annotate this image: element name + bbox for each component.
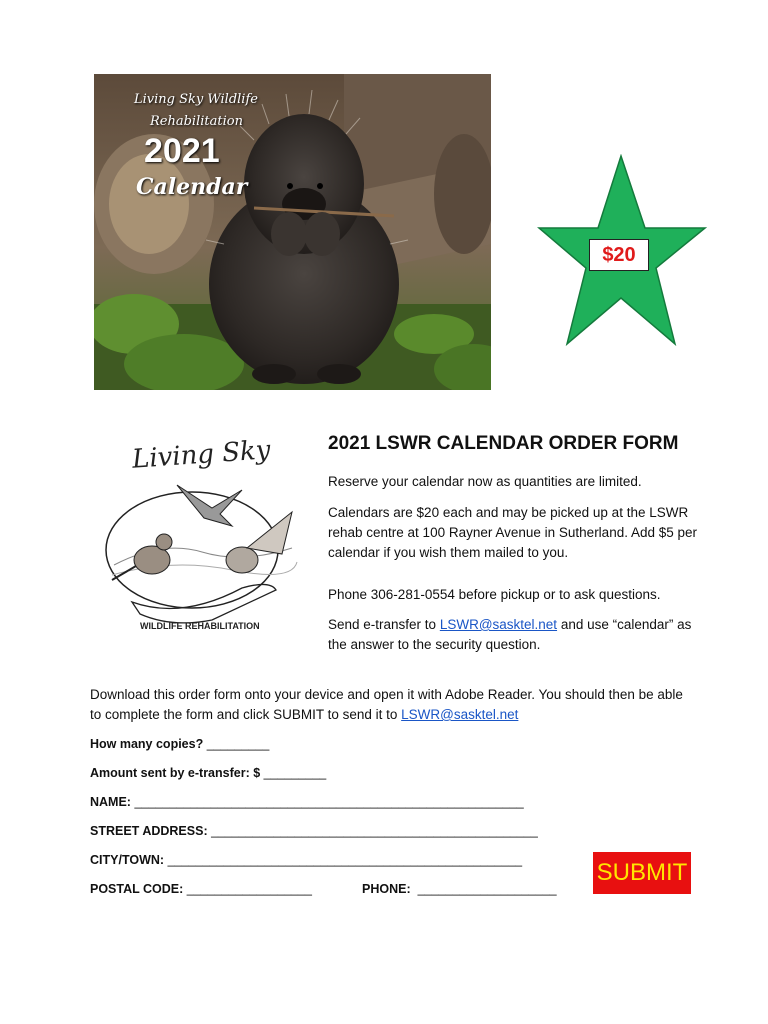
amount-input[interactable]: _________ [263, 766, 327, 780]
city-label: CITY/TOWN: [90, 853, 165, 867]
submit-button[interactable]: SUBMIT [593, 852, 691, 894]
lswr-logo [92, 430, 314, 658]
phone-label: PHONE: [362, 882, 411, 896]
phone-field[interactable] [362, 882, 557, 896]
price-badge: $20 [589, 239, 649, 271]
calendar-year: 2021 [144, 132, 220, 170]
copies-field[interactable] [90, 737, 269, 751]
copies-label: How many copies? [90, 737, 204, 751]
amount-field[interactable] [90, 766, 326, 780]
calendar-org-line1: Living Sky Wildlife [134, 92, 258, 107]
phone-info: Phone 306-281-0554 before pickup or to ask questions. [328, 587, 661, 602]
download-instructions [90, 685, 690, 725]
form-title: 2021 LSWR CALENDAR ORDER FORM [328, 433, 679, 454]
city-input[interactable]: ___________________________________________________ [167, 853, 523, 867]
city-field[interactable] [90, 853, 522, 867]
postal-code-label: POSTAL CODE: [90, 882, 184, 896]
price-info: Calendars are $20 each and may be picked up at the LSWR rehab centre at 100 Rayner Avenue in Sutherland. Add $5 per calendar if you wish them mailed to you. [328, 505, 698, 560]
street-label: STREET ADDRESS: [90, 824, 208, 838]
amount-label: Amount sent by e-transfer: $ [90, 766, 261, 780]
postal-code-input[interactable]: __________________ [186, 882, 312, 896]
email-link[interactable]: LSWR@sasktel.net [439, 617, 558, 632]
copies-input[interactable]: _________ [206, 737, 270, 751]
download-email-link[interactable]: LSWR@sasktel.net [401, 707, 519, 722]
etransfer-text-after: and use “calendar” as the answer to the security question. [328, 617, 692, 652]
download-text: Download this order form onto your device and open it with Adobe Reader. You should then be able to complete the form and click SUBMIT to send it to [90, 687, 683, 722]
street-field[interactable] [90, 824, 538, 838]
etransfer-text-before: Send e-transfer to [328, 617, 440, 632]
calendar-org-line2: Rehabilitation [150, 114, 243, 129]
reserve-notice: Reserve your calendar now as quantities are limited. [328, 474, 642, 489]
name-input[interactable]: ________________________________________________________ [134, 795, 524, 809]
postal-code-field[interactable] [90, 882, 312, 896]
logo-caption: WILDLIFE REHABILITATION [140, 621, 260, 631]
calendar-word: Calendar [136, 174, 248, 200]
name-label: NAME: [90, 795, 131, 809]
logo-title: Living Sky [131, 435, 272, 475]
etransfer-info [328, 615, 708, 655]
street-input[interactable]: _______________________________________________ [211, 824, 538, 838]
calendar-cover-image [94, 74, 491, 390]
name-field[interactable] [90, 795, 524, 809]
phone-input[interactable]: ____________________ [417, 882, 557, 896]
